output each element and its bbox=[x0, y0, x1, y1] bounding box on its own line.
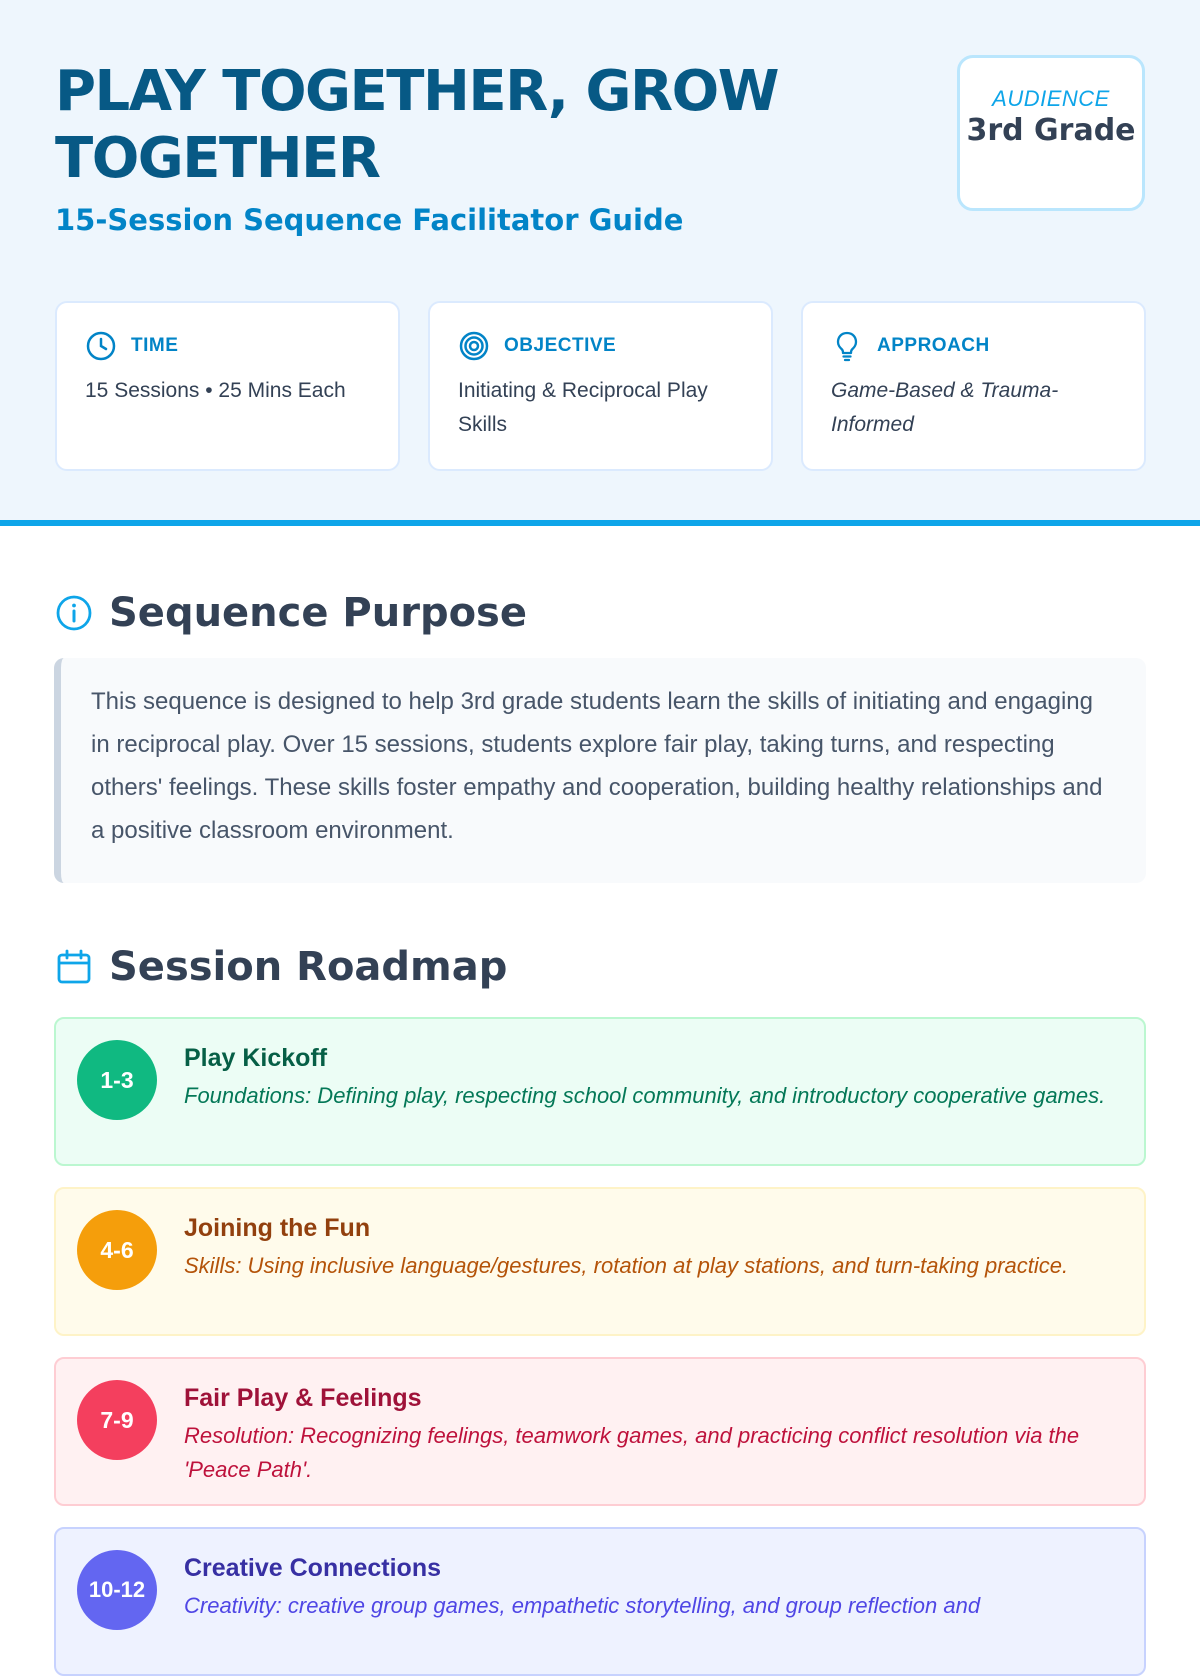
info-card-time bbox=[55, 301, 400, 471]
calendar-icon bbox=[55, 948, 93, 986]
audience-card bbox=[957, 55, 1145, 211]
session-description: Resolution: Recognizing feelings, teamwork games, and practicing conflict resolution via the 'Peace Path'. bbox=[184, 1423, 1080, 1482]
info-card-objective bbox=[428, 301, 773, 471]
page-header bbox=[0, 0, 1200, 526]
purpose-section-header bbox=[55, 590, 527, 636]
info-card-label: OBJECTIVE bbox=[504, 335, 617, 356]
session-range-badge: 4-6 bbox=[77, 1210, 157, 1290]
session-title: Creative Connections bbox=[184, 1554, 442, 1582]
info-card-label: APPROACH bbox=[877, 335, 990, 356]
page-subtitle: 15-Session Sequence Facilitator Guide bbox=[55, 203, 684, 237]
session-range-badge: 1-3 bbox=[77, 1040, 157, 1120]
info-card-value: Game-Based & Trauma-Informed bbox=[831, 379, 1059, 436]
session-range-badge: 10-12 bbox=[77, 1550, 157, 1630]
session-card bbox=[54, 1187, 1146, 1336]
section-title-purpose: Sequence Purpose bbox=[109, 590, 527, 636]
session-card bbox=[54, 1527, 1146, 1676]
session-range-badge: 7-9 bbox=[77, 1380, 157, 1460]
page-title: PLAY TOGETHER, GROW TOGETHER bbox=[55, 59, 778, 191]
lightbulb-icon bbox=[831, 330, 863, 362]
info-card-value: Initiating & Reciprocal Play Skills bbox=[458, 379, 708, 436]
session-description: Skills: Using inclusive language/gestures, rotation at play stations, and turn-taking practice. bbox=[184, 1253, 1069, 1278]
info-card-value: 15 Sessions • 25 Mins Each bbox=[85, 379, 346, 402]
session-title: Play Kickoff bbox=[184, 1044, 328, 1072]
session-title: Fair Play & Feelings bbox=[184, 1384, 422, 1412]
session-description: Creativity: creative group games, empathetic storytelling, and group reflection and bbox=[184, 1593, 981, 1618]
roadmap-section-header bbox=[55, 944, 507, 990]
session-title: Joining the Fun bbox=[184, 1214, 371, 1242]
info-card-label: TIME bbox=[131, 335, 179, 356]
audience-label: AUDIENCE bbox=[992, 86, 1110, 111]
session-card bbox=[54, 1357, 1146, 1506]
session-description: Foundations: Defining play, respecting school community, and introductory cooperative games. bbox=[184, 1083, 1106, 1108]
section-title-roadmap: Session Roadmap bbox=[109, 944, 508, 990]
audience-value: 3rd Grade bbox=[966, 113, 1136, 148]
clock-icon bbox=[85, 330, 117, 362]
info-card-approach bbox=[801, 301, 1146, 471]
info-icon bbox=[55, 594, 93, 632]
session-card bbox=[54, 1017, 1146, 1166]
target-icon bbox=[458, 330, 490, 362]
purpose-text: This sequence is designed to help 3rd grade students learn the skills of initiating and engaging in reciprocal play. Over 15 sessions, students explore fair play, taking turns, and respecting others' feelings. These skills foster empathy and cooperation, building healthy relationships and a positive classroom environment. bbox=[54, 658, 1146, 883]
